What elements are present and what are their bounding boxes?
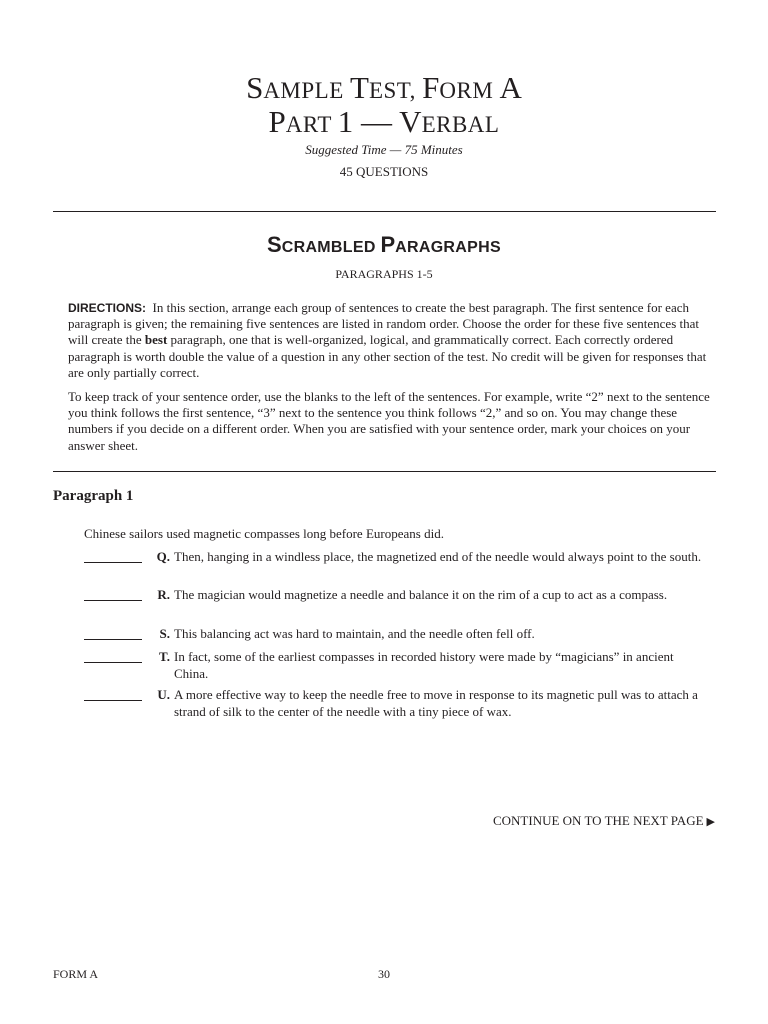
test-title: [0, 72, 768, 103]
item-letter: S.: [159, 626, 170, 641]
title-text-run: S: [267, 232, 282, 257]
directions-text-2: paragraph, one that is well-organized, logical, and grammatically correct. Each correctly ordered paragraph is worth double the value of a question in any other section of the test. No credit will be given for responses that are only partially correct.: [68, 332, 707, 380]
title-text-run: F: [422, 70, 440, 105]
answer-blank[interactable]: [84, 587, 142, 601]
play-arrow-icon: ▶: [706, 816, 715, 828]
list-item: [84, 587, 704, 604]
title-text-run: P: [268, 104, 286, 139]
title-text-run: CRAMBLED: [281, 239, 381, 256]
list-item: [84, 649, 704, 682]
title-text-run: T: [350, 70, 369, 105]
item-letter: U.: [157, 687, 170, 702]
directions: [68, 300, 718, 381]
item-letter: R.: [157, 587, 170, 602]
part-title: [0, 106, 768, 137]
title-text-run: ERBAL: [421, 112, 500, 137]
title-text-run: ARAGRAPHS: [395, 239, 501, 256]
list-item: [84, 687, 704, 720]
title-text-run: ART: [285, 112, 338, 137]
first-sentence: Chinese sailors used magnetic compasses long before Europeans did.: [84, 526, 444, 541]
divider: [53, 211, 716, 212]
question-count: 45 QUESTIONS: [339, 164, 429, 179]
form-label: FORM A: [53, 967, 99, 981]
page-number: 30: [378, 967, 390, 981]
item-text: The magician would magnetize a needle and balance it on the rim of a cup to act as a compass.: [174, 587, 668, 602]
item-text: Then, hanging in a windless place, the magnetized end of the needle would always point to the south.: [174, 549, 702, 564]
title-text-run: AMPLE: [263, 78, 351, 103]
directions-label: DIRECTIONS:: [68, 301, 146, 315]
item-letter: T.: [159, 649, 170, 664]
directions-text-1: In this section, arrange each group of sentences to create the best paragraph. The first sentence for each paragraph is given; the remaining five sentences are listed in random order. Choose the order for these five sentences that will create the: [68, 300, 700, 348]
title-text-run: S: [246, 70, 264, 105]
item-text: This balancing act was hard to maintain, and the needle often fell off.: [174, 626, 535, 641]
answer-blank[interactable]: [84, 649, 142, 663]
answer-blank[interactable]: [84, 626, 142, 640]
continue-note: [493, 813, 715, 829]
title-text-run: ORM: [439, 78, 500, 103]
title-text-run: 1 — V: [337, 104, 422, 139]
directions-bold: best: [144, 332, 168, 348]
section-title: [0, 234, 768, 256]
title-text-run: EST,: [368, 78, 423, 103]
paragraph-range: PARAGRAPHS 1-5: [335, 267, 433, 281]
title-text-run: P: [380, 232, 396, 257]
suggested-time: Suggested Time — 75 Minutes: [305, 142, 463, 157]
item-text: A more effective way to keep the needle free to move in response to its magnetic pull was to attach a strand of silk to the center of the needle with a tiny piece of wax.: [174, 687, 698, 719]
item-letter: Q.: [156, 549, 170, 564]
list-item: [84, 626, 704, 643]
answer-blank[interactable]: [84, 549, 142, 563]
item-text: In fact, some of the earliest compasses in recorded history were made by “magicians” in ancient China.: [174, 649, 674, 681]
paragraph-heading: Paragraph 1: [53, 488, 134, 504]
title-text-run: A: [499, 70, 522, 105]
list-item: [84, 549, 704, 566]
continue-text: CONTINUE ON TO THE NEXT PAGE: [492, 813, 704, 828]
answer-blank[interactable]: [84, 687, 142, 701]
divider: [53, 471, 716, 472]
directions-tracking: To keep track of your sentence order, use the blanks to the left of the sentences. For example, write “2” next to the sentence you think follows the first sentence, “3” next to the sentence you think follows “2,” and so on. You may change these numbers if you decide on a different order. When you are satisfied with your sentence order, mark your choices on your answer sheet.: [68, 389, 710, 453]
